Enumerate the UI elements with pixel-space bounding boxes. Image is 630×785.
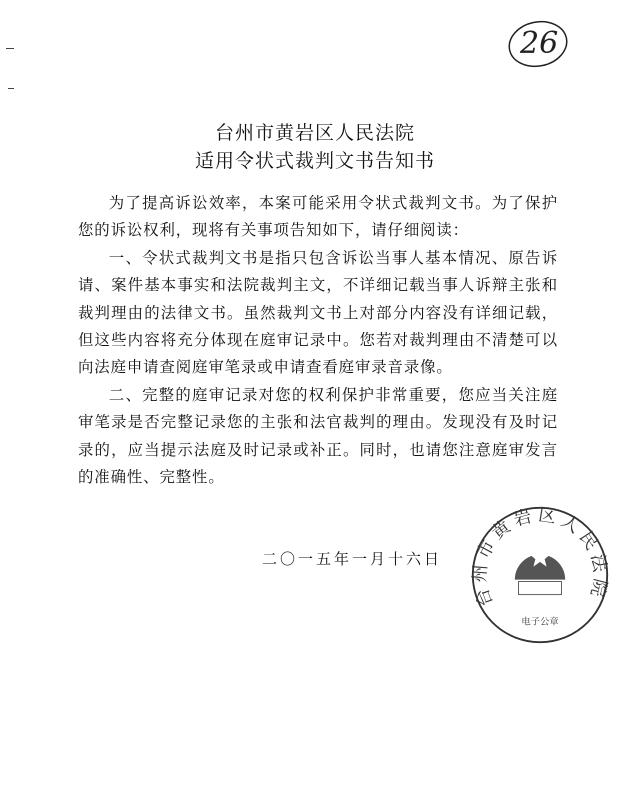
court-name: 台州市黄岩区人民法院 [214,122,415,144]
paragraph: 为了提高诉讼效率，本案可能采用令状式裁判文书。为了保护您的诉讼权利，现将有关事项告知如下，请仔细阅读： [78,194,558,240]
scan-mark [6,48,14,49]
document-body [78,190,558,491]
seal-bottom-text: 电子公章 [521,616,559,628]
paragraph: 一、令状式裁判文书是指只包含诉讼当事人基本情况、原告诉请、案件基本事实和法院裁判主文，不详细记载当事人诉辩主张和裁判理由的法律文书。虽然裁判文书上对部分内容没有详细记载，但这些内容将充分体现在庭审记录中。您若对裁判理由不清楚可以向法庭申请查阅庭审笔录或申请查看庭审录音录像。 [78,248,558,377]
handwritten-page-number [506,18,570,70]
document-title: 适用令状式裁判文书告知书 [194,150,435,172]
paragraph: 二、完整的庭审记录对您的权利保护非常重要，您应当关注庭审笔录是否完整记录您的主张和法官裁判的理由。发现没有及时记录的，应当提示法庭及时记录或补正。同时，也请您注意庭审发言的准确性、完整性。 [78,385,558,487]
court-seal [470,505,610,645]
emblem-icon [515,547,565,595]
document-date: 二〇一五年一月十六日 [262,550,443,568]
seal-ring-text: 台州市黄岩区人民法院 [470,505,610,610]
scan-mark [8,88,14,89]
page-number-text: 26 [520,26,559,61]
